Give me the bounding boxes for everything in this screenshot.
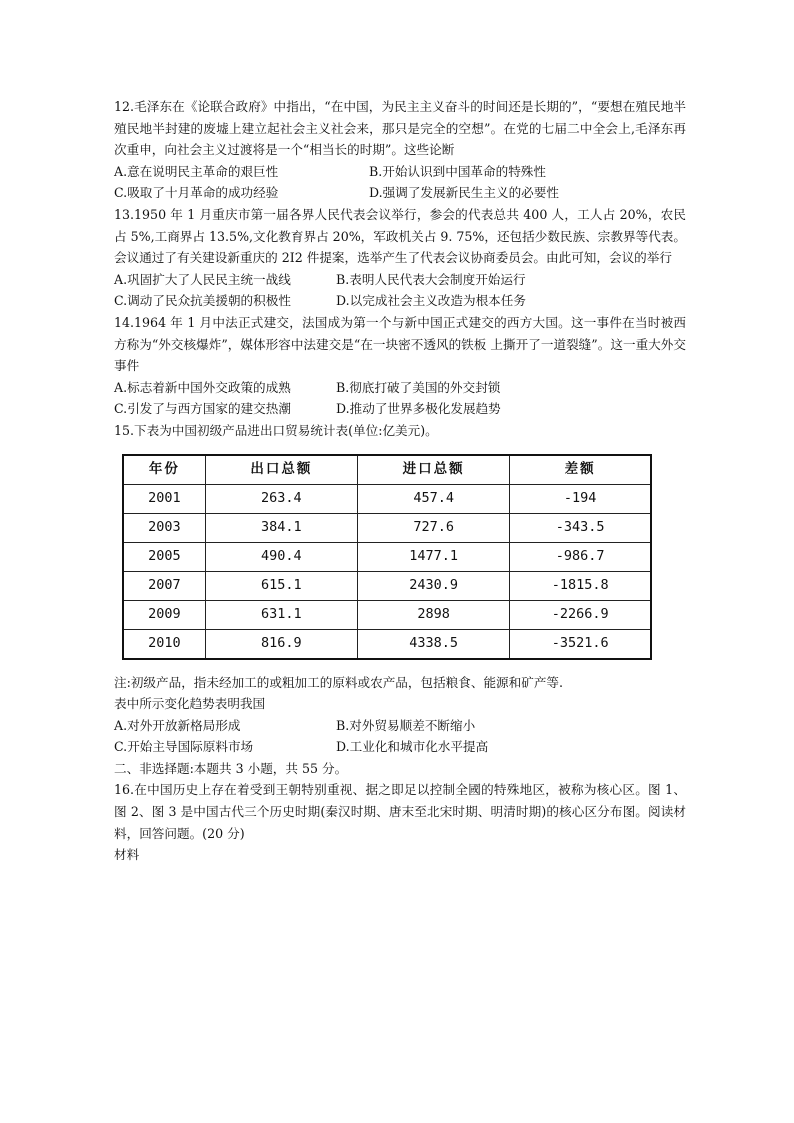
table-cell: 2010 [123,629,205,659]
q13-option-b: B.表明人民代表大会制度开始运行 [336,271,526,287]
q14-stem: 14.1964 年 1 月中法正式建交，法国成为第一个与新中国正式建交的西方大国。这一事件在当时被西方称为“外交核爆炸”，媒体形容中法建交是“在一块密不透风的铁板 上撕开了一道裂缝”。这一重大外交事件 [114,314,686,374]
table-cell: 2005 [123,542,205,571]
q13-option-c: C.调动了民众抗美援朝的积极性 [114,293,291,309]
table-row [123,600,651,629]
q13-stem: 13.1950 年 1 月重庆市第一届各界人民代表会议举行，参会的代表总共 400 人，工人占 20%，农民占 5%,工商界占 13.5%,文化教育界占 20%，军政机关占 9. 75%，还包括少数民族、宗教界等代表。会议通过了有关建设新重庆的 2I2 件提案，选举产生了代表会议协商委员会。由此可知，会议的举行 [114,206,686,266]
q14-option-a: A.标志着新中国外交政策的成熟 [114,379,291,395]
q12-stem: 12.毛泽东在《论联合政府》中指出，“在中国，为民主主义奋斗的时间还是长期的”，“要想在殖民地半殖民地半封建的废墟上建立起社会主义社会来，那只是完全的空想”。在党的七届二中全会上,毛泽东再次重申，向社会主义过渡将是一个“相当长的时期”。这些论断 [114,99,686,158]
table-cell: 384.1 [205,513,357,542]
q14-options [114,377,686,420]
table-cell: 490.4 [205,542,357,571]
table-cell: -343.5 [510,513,651,542]
table-row [123,484,651,513]
table-cell: -986.7 [510,542,651,571]
table-cell: 2007 [123,571,205,600]
q12-options [114,161,686,204]
exam-page [114,96,686,866]
q12-option-c: C.吸取了十月革命的成功经验 [114,185,279,201]
q15-note: 注:初级产品，指未经加工的或粗加工的原料或农产品，包括粮食、能源和矿产等. [114,674,564,690]
q15-stem: 15.下表为中国初级产品进出口贸易统计表(单位:亿美元)。 [114,422,438,438]
table-header-row [123,455,651,485]
table-row [123,629,651,659]
q12-option-a: A.意在说明民主革命的艰巨性 [114,163,279,179]
q14-option-c: C.引发了与西方国家的建交热潮 [114,401,291,417]
table-cell: -2266.9 [510,600,651,629]
trade-table [122,454,652,660]
table-cell: -1815.8 [510,571,651,600]
table-header-cell: 进口总额 [358,455,510,485]
q15-option-c: C.开始主导国际原料市场 [114,739,254,755]
q12-option-d: D.强调了发展新民生主义的必要性 [369,185,559,201]
table-row [123,571,651,600]
q15-options [114,715,686,758]
section-heading: 二、非选择题:本题共 3 小题，共 55 分。 [114,760,348,776]
q15-question: 表中所示变化趋势表明我国 [114,696,266,712]
table-header-cell: 年份 [123,455,205,485]
table-cell: 816.9 [205,629,357,659]
table-cell: -194 [510,484,651,513]
q13-option-d: D.以完成社会主义改造为根本任务 [336,293,526,309]
table-cell: 2003 [123,513,205,542]
table-cell: 457.4 [358,484,510,513]
table-cell: 263.4 [205,484,357,513]
table-row [123,542,651,571]
table-cell: 631.1 [205,600,357,629]
q14-option-b: B.彻底打破了美国的外交封锁 [336,379,501,395]
table-cell: 2430.9 [358,571,510,600]
q13-option-a: A.巩固扩大了人民民主统一战线 [114,271,291,287]
table-row [123,513,651,542]
table-cell: 615.1 [205,571,357,600]
table-cell: 4338.5 [358,629,510,659]
q12-option-b: B.开始认识到中国革命的特殊性 [369,163,546,179]
table-cell: 2898 [358,600,510,629]
table-cell: 2001 [123,484,205,513]
table-cell: 2009 [123,600,205,629]
q16-material-label: 材料 [114,847,140,863]
table-header-cell: 差额 [510,455,651,485]
q15-option-d: D.工业化和城市化水平提高 [336,739,489,755]
table-header-cell: 出口总额 [205,455,357,485]
q14-option-d: D.推动了世界多极化发展趋势 [336,401,501,417]
q15-option-a: A.对外开放新格局形成 [114,717,241,733]
q13-options [114,269,686,312]
q15-option-b: B.对外贸易顺差不断缩小 [336,717,476,733]
table-cell: -3521.6 [510,629,651,659]
table-cell: 1477.1 [358,542,510,571]
q16-stem: 16.在中国历史上存在着受到王朝特别重视、据之即足以控制全國的特殊地区，被称为核心区。图 1、图 2、图 3 是中国古代三个历史时期(秦汉时期、唐末至北宋时期、明清时期)的核心区分布图。阅读材料，回答问题。(20 分) [114,782,686,841]
table-cell: 727.6 [358,513,510,542]
